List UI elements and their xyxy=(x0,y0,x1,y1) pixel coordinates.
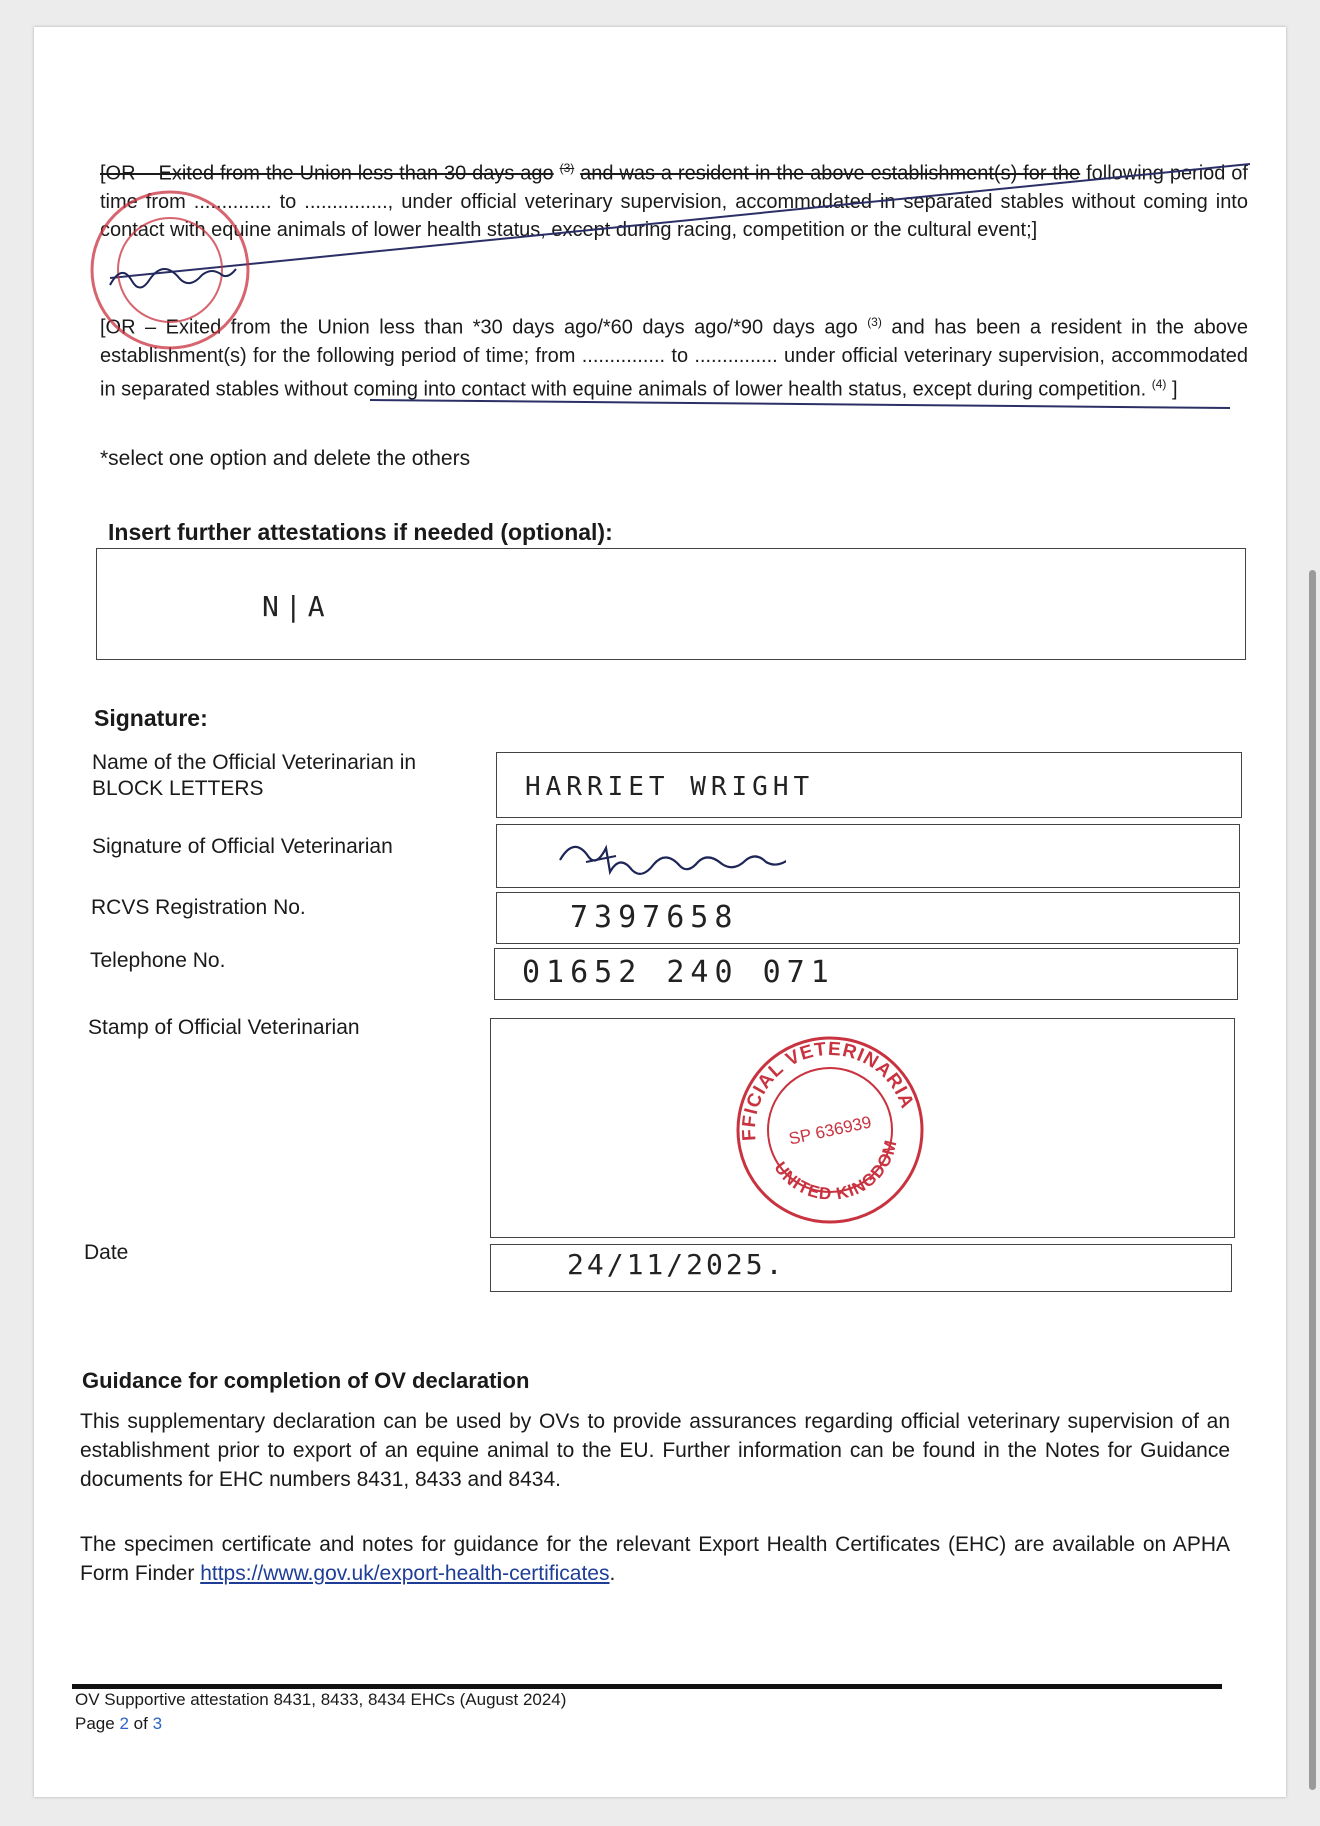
deletion-markings xyxy=(70,150,1250,420)
option-2-text-b: and has been a resident in the above establishment(s) for the following period of time; from ............... to ............... under official veterinary supervision, accommodated in separated stables without coming into contact with equine animals of lower health status, except during competition. xyxy=(100,316,1249,401)
stamp-bottom-text: UNITED KINGDOM xyxy=(770,1137,901,1204)
date-label: Date xyxy=(84,1241,129,1264)
option-1-body: following period of time from .............. to ..............., under official veterinary supervision, accommodated in separated stables without coming into contact with equine animals of lower health status, except during racing, competition or the cultural event;] xyxy=(100,162,1248,241)
deletion-underline xyxy=(370,400,1230,408)
rcvs-value: 7397658 xyxy=(570,900,739,935)
stamp-top-text: OFFICIAL VETERINARIAN xyxy=(738,1038,918,1142)
vet-name-label: Name of the Official Veterinarian in BLOCK LETTERS xyxy=(92,751,417,800)
footnote-ref: (3) xyxy=(867,315,882,329)
page-number xyxy=(75,1714,162,1734)
date-value: 24/11/2025. xyxy=(567,1248,786,1281)
option-2-end: ] xyxy=(1171,378,1178,401)
footer-title: OV Supportive attestation 8431, 8433, 8434 EHCs (August 2024) xyxy=(75,1690,567,1709)
official-stamp xyxy=(730,1030,930,1230)
stamp-label: Stamp of Official Veterinarian xyxy=(88,1016,360,1039)
stamp-number: SP 636939 xyxy=(787,1112,874,1149)
initials-signature xyxy=(110,269,236,288)
vet-signature-label: Signature of Official Veterinarian xyxy=(92,835,393,858)
deletion-line xyxy=(110,164,1250,278)
page-current: 2 xyxy=(119,1714,129,1733)
option-2-text-a: [OR – Exited from the Union less than *30 days ago/*60 days ago/*90 days ago xyxy=(100,316,858,339)
rcvs-label: RCVS Registration No. xyxy=(91,896,306,919)
footer-rule xyxy=(72,1684,1222,1689)
attestations-value: N|A xyxy=(262,590,331,623)
scrollbar[interactable] xyxy=(1309,570,1316,1790)
footnote-ref: (3) xyxy=(559,161,575,175)
page-of: of xyxy=(133,1714,148,1733)
page-prefix: Page xyxy=(75,1714,115,1733)
option-1-struck-text: [OR – Exited from the Union less than 30 days ago xyxy=(100,162,554,185)
footnote-ref: (4) xyxy=(1151,376,1167,391)
ehc-link[interactable]: https://www.gov.uk/export-health-certificates xyxy=(200,1562,610,1585)
signature-heading: Signature: xyxy=(94,705,208,731)
option-1-struck-text-b: and was a resident in the above establishment(s) for the xyxy=(580,162,1081,185)
guidance-paragraph-2-end: . xyxy=(609,1562,616,1585)
select-note: *select one option and delete the others xyxy=(100,447,471,470)
phone-label: Telephone No. xyxy=(90,949,226,972)
attestations-heading: Insert further attestations if needed (optional): xyxy=(108,519,613,545)
vet-name-value: HARRIET WRIGHT xyxy=(525,772,815,802)
guidance-paragraph-1: This supplementary declaration can be used by OVs to provide assurances regarding official veterinary supervision of an establishment prior to export of an equine animal to the EU. Further information can be found in the Notes for Guidance documents for EHC numbers 8431, 8433 and 8434. xyxy=(80,1410,1230,1491)
guidance-paragraph-2-text: The specimen certificate and notes for guidance for the relevant Export Health Certificates (EHC) are available on APHA Form Finder xyxy=(80,1533,1230,1585)
phone-value: 01652 240 071 xyxy=(522,955,835,990)
vet-signature-scrawl xyxy=(556,832,786,878)
guidance-heading: Guidance for completion of OV declaration xyxy=(82,1368,530,1393)
page-total: 3 xyxy=(152,1714,163,1733)
guidance-paragraph-2 xyxy=(80,1530,1230,1588)
